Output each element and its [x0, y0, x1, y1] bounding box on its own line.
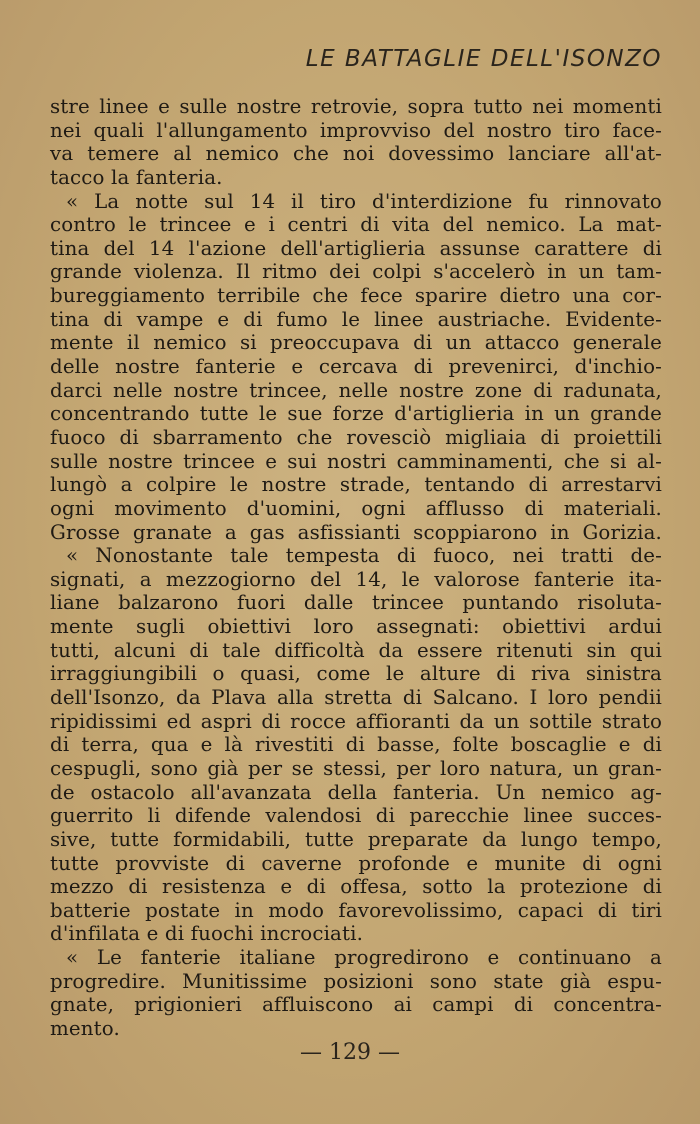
text-line: tutti, alcuni di tale difficoltà da essere ritenuti sin qui [50, 638, 662, 662]
text-line: tina di vampe e di fumo le linee austriache. Evidente- [50, 307, 662, 331]
text-line: mente sugli obiettivi loro assegnati: obiettivi ardui [50, 615, 662, 639]
text-line: gnate, prigionieri affluiscono ai campi di concentra- [50, 993, 662, 1017]
text-line: dell'Isonzo, da Plava alla stretta di Salcano. I loro pendii [50, 686, 662, 710]
text-line: ripidissimi ed aspri di rocce affioranti da un sottile strato [50, 709, 662, 733]
text-line: tacco la fanteria. [50, 165, 223, 189]
text-line: cespugli, sono già per se stessi, per loro natura, un gran- [50, 756, 662, 780]
text-line: ogni movimento d'uomini, ogni afflusso di materiali. [50, 496, 662, 520]
text-line: « Nonostante tale tempesta di fuoco, nei tratti de- [66, 544, 662, 568]
text-line: tina del 14 l'azione dell'artiglieria assunse carattere di [50, 236, 662, 260]
text-line: va temere al nemico che noi dovessimo lanciare all'at- [50, 142, 662, 166]
text-line: signati, a mezzogiorno del 14, le valorose fanterie ita- [50, 567, 662, 591]
text-line: nei quali l'allungamento improvviso del nostro tiro face- [50, 118, 662, 142]
text-line: sulle nostre trincee e sui nostri camminamenti, che si al- [50, 449, 662, 473]
text-line: mezzo di resistenza e di offesa, sotto la protezione di [50, 875, 662, 899]
text-line: irraggiungibili o quasi, come le alture di riva sinistra [50, 662, 662, 686]
text-line: delle nostre fanterie e cercava di prevenirci, d'inchio- [50, 355, 662, 379]
text-line: « La notte sul 14 il tiro d'interdizione fu rinnovato [66, 189, 662, 213]
text-line: de ostacolo all'avanzata della fanteria. Un nemico ag- [50, 780, 662, 804]
text-line: guerrito li difende valendosi di parecchie linee succes- [50, 804, 662, 828]
body-text [50, 95, 662, 1041]
text-line: tutte provviste di caverne profonde e munite di ogni [50, 851, 662, 875]
text-line: lungò a colpire le nostre strade, tentando di arrestarvi [50, 473, 662, 497]
running-header: LE BATTAGLIE DELL'ISONZO [305, 46, 662, 72]
text-line: stre linee e sulle nostre retrovie, sopra tutto nei momenti [50, 95, 662, 118]
text-line: « Le fanterie italiane progredirono e continuano a [66, 946, 662, 970]
text-line: concentrando tutte le sue forze d'artiglieria in un grande [50, 402, 662, 426]
text-line: mente il nemico si preoccupava di un attacco generale [50, 331, 662, 355]
text-line: Grosse granate a gas asfissianti scoppiarono in Gorizia. [50, 520, 662, 544]
text-line: liane balzarono fuori dalle trincee puntando risoluta- [50, 591, 662, 615]
text-line: sive, tutte formidabili, tutte preparate da lungo tempo, [50, 827, 662, 851]
text-line: batterie postate in modo favorevolissimo, capaci di tiri [50, 898, 662, 922]
text-line: progredire. Munitissime posizioni sono state già espu- [50, 969, 662, 993]
page-number: — 129 — [300, 1040, 400, 1065]
text-line: darci nelle nostre trincee, nelle nostre zone di radunata, [50, 378, 662, 402]
text-line: d'infilata e di fuochi incrociati. [50, 922, 364, 946]
text-line: bureggiamento terribile che fece sparire dietro una cor- [50, 284, 662, 308]
text-line: mento. [50, 1016, 120, 1040]
text-line: contro le trincee e i centri di vita del nemico. La mat- [50, 213, 662, 237]
text-line: fuoco di sbarramento che rovesciò migliaia di proiettili [50, 425, 662, 449]
text-line: di terra, qua e là rivestiti di basse, folte boscaglie e di [50, 733, 662, 757]
text-line: grande violenza. Il ritmo dei colpi s'accelerò in un tam- [50, 260, 662, 284]
